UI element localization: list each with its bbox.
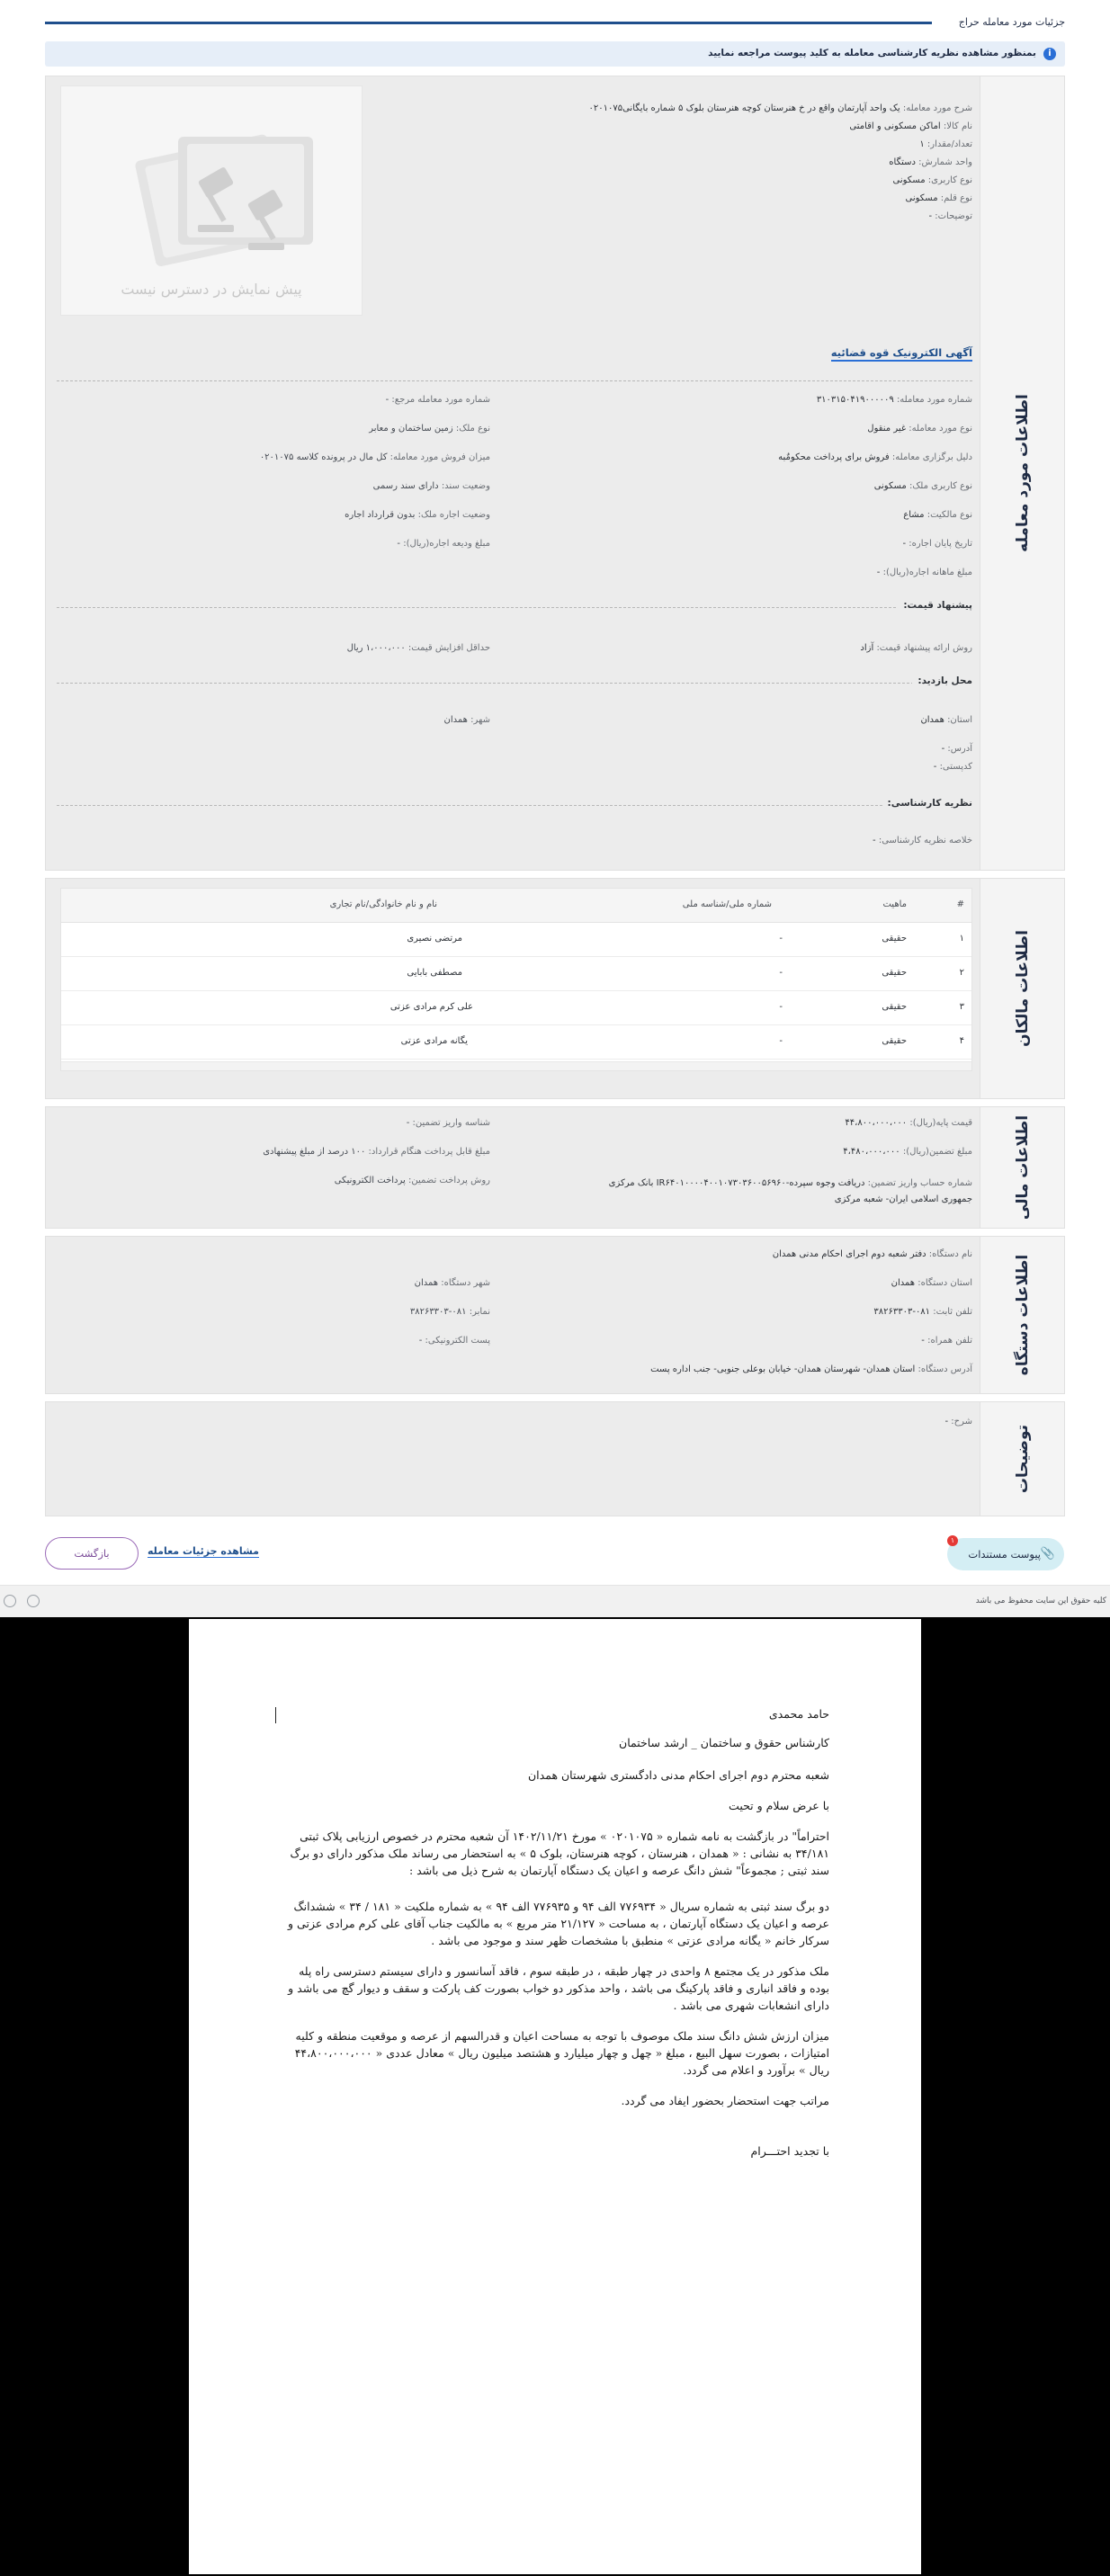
- page-title: جزئیات مورد معامله حراج: [958, 16, 1065, 28]
- summary-item-name: نام کالا: اماکن مسکونی و اقامتی: [849, 121, 972, 131]
- cell-index: ۱: [959, 934, 964, 944]
- attachments-count-badge: ۱: [947, 1535, 958, 1546]
- field-property-kind: نوع ملک: زمین ساختمان و معابر: [369, 424, 490, 434]
- preview-placeholder-text: پیش نمایش در دسترس نیست: [121, 281, 302, 298]
- cell-name: مرتضی نصیری: [407, 934, 462, 944]
- finance-section: [45, 1106, 1065, 1229]
- field-postal-code: کدپستی: -: [933, 762, 972, 772]
- attachments-button-label: پیوست مستندات: [968, 1548, 1041, 1561]
- property-section-label-column: [980, 76, 1064, 870]
- field-min-increase: حداقل افزایش قیمت: ۱،۰۰۰،۰۰۰ ریال: [346, 643, 490, 653]
- gavel-image-icon: [115, 110, 313, 272]
- field-ownership-type: نوع مالکیت: مشاع: [903, 510, 972, 520]
- footer-copyright: کلیه حقوق این سایت محفوظ می باشد: [975, 1597, 1106, 1606]
- table-horizontal-scrollbar[interactable]: [61, 1061, 971, 1070]
- document-page: [189, 1619, 921, 2574]
- field-description: شرح: -: [944, 1417, 972, 1427]
- field-lease-status: وضعیت اجاره ملک: بدون قرارداد اجاره: [345, 510, 490, 520]
- field-guarantee-amount: مبلغ تضمین(ریال): ۴،۴۸۰،۰۰۰،۰۰۰: [843, 1147, 972, 1157]
- cell-national-id: -: [779, 968, 783, 978]
- field-guarantee-method: روش پرداخت تضمین: پرداخت الکترونیکی: [334, 1176, 490, 1185]
- back-button-label: بازگشت: [74, 1547, 110, 1560]
- field-agency-fax: نمابر: ۰۸۱-۳۸۲۶۳۳۰۳: [409, 1307, 490, 1317]
- paperclip-icon: 📎: [1040, 1547, 1055, 1561]
- doc-closing: مراتب جهت استحضار بحضور ایفاد می گردد.: [621, 2094, 829, 2107]
- summary-notes: توضیحات: -: [928, 211, 972, 221]
- field-lease-end-date: تاریخ پایان اجاره: -: [902, 539, 972, 549]
- doc-bullet-1: دو برگ سند ثبتی به شماره سریال « ۷۷۶۹۳۴ الف ۹۴ و ۷۷۶۹۳۵ الف ۹۴ » به شماره ملکیت « ۱۸۱ / ۳۴ » ششدانگ عرصه و اعیان یک دستگاه آپارتمان ، به مساحت « ۲۱/۱۲۷ متر مربع » به مالکیت جناب آقای علی کرم مرادی عزتی و سرکار خانم « یگانه مرادی عزتی » منطبق با مشخصات ظهر سند و موجود می باشد .: [288, 1900, 829, 1947]
- info-icon: i: [1043, 48, 1056, 60]
- field-base-price: قیمت پایه(ریال): ۴۴،۸۰۰،۰۰۰،۰۰۰: [845, 1118, 972, 1128]
- field-payable-at-contract: مبلغ قابل پرداخت هنگام قرارداد: ۱۰۰ درصد از مبلغ پیشنهادی: [263, 1147, 490, 1157]
- notes-content: [53, 1402, 972, 1516]
- field-city: شهر: همدان: [443, 715, 490, 725]
- table-row: [61, 991, 971, 1025]
- notes-section: [45, 1401, 1065, 1516]
- summary-description: شرح مورد معامله: یک واحد آپارتمان واقع در خ هنرستان کوچه هنرستان بلوک ۵ شماره بایگانی۰۲۰۱۰۷۵: [588, 103, 972, 113]
- finance-section-label: اطلاعات مالی: [1013, 1114, 1032, 1221]
- attachments-button[interactable]: [947, 1538, 1064, 1570]
- field-province: استان: همدان: [920, 715, 972, 725]
- field-agency-mobile: تلفن همراه: -: [921, 1336, 972, 1346]
- visit-location-heading: محل بازدید:: [912, 675, 972, 686]
- view-deal-details-link[interactable]: مشاهده جزئیات معامله: [148, 1545, 259, 1557]
- expert-opinion-heading: نظریه کارشناسی:: [882, 798, 972, 809]
- field-agency-email: پست الکترونیکی: -: [418, 1336, 490, 1346]
- doc-greeting: با عرض سلام و تحیت: [729, 1799, 829, 1812]
- field-deal-number: شماره مورد معامله: ۳۱۰۳۱۵۰۴۱۹۰۰۰۰۰۹: [816, 395, 972, 405]
- cell-national-id: -: [779, 1036, 783, 1046]
- doc-paragraph-2: میزان ارزش شش دانگ سند ملک موصوف با توجه به مساحت اعیان و قدرالسهم از عرصه و موقعیت منطقه و کلیه امتیازات ، بصورت سهل البیع ، مبلغ « چهل و چهار میلیارد و هشتصد میلیون ریال » معادل عددی « ۴۴،۸۰۰،۰۰۰،۰۰۰ ریال » برآورد و اعلام می گردد.: [294, 2029, 829, 2077]
- field-agency-city: شهر دستگاه: همدان: [414, 1278, 490, 1288]
- finance-section-label-column: [980, 1107, 1064, 1228]
- page-header: [45, 13, 1065, 31]
- doc-author-title: کارشناس حقوق و ساختمان _ ارشد ساختمان: [619, 1736, 829, 1749]
- field-agency-phone: تلفن ثابت: ۰۸۱-۳۸۲۶۳۳۰۳: [873, 1307, 972, 1317]
- cell-index: ۲: [959, 968, 964, 978]
- field-monthly-rent: مبلغ ماهانه اجاره(ریال): -: [876, 568, 972, 577]
- owners-table: [60, 888, 972, 1071]
- field-expert-summary: خلاصه نظریه کارشناسی: -: [873, 836, 972, 845]
- field-agency-province: استان دستگاه: همدان: [891, 1278, 972, 1288]
- col-national-id-header: شماره ملی/شناسه ملی: [682, 899, 772, 909]
- owners-section: [45, 878, 1065, 1099]
- divider: [57, 607, 972, 608]
- cell-national-id: -: [779, 934, 783, 944]
- cell-type: حقیقی: [882, 1036, 907, 1046]
- finance-content: [53, 1107, 972, 1228]
- col-name-header: نام و نام خانوادگی/نام تجاری: [329, 899, 437, 909]
- property-content: [53, 76, 972, 870]
- owners-content: [53, 879, 972, 1098]
- doc-bullet-2: ملک مذکور در یک مجتمع ۸ واحدی در چهار طبقه ، در طبقه سوم ، فاقد آسانسور و دارای سیستم دسترسی راه پله بوده و فاقد انباری و فاقد پارکینگ می باشد ، واحد مذکور دو خواب بصورت کف پارکت و سقف و دیوار گچ می باشد و دارای انشعابات شهری می باشد .: [288, 1964, 829, 2012]
- cell-type: حقیقی: [882, 1002, 907, 1012]
- document-viewer[interactable]: [0, 1617, 1110, 2576]
- agency-section: [45, 1236, 1065, 1394]
- summary-unit: واحد شمارش: دستگاه: [889, 157, 972, 167]
- cell-index: ۳: [959, 1002, 964, 1012]
- text-cursor: [275, 1707, 276, 1723]
- col-index-header: #: [956, 899, 964, 909]
- doc-regards: با تجدید احتـــرام: [750, 2144, 829, 2158]
- site-footer: [0, 1585, 1110, 1617]
- notes-section-label: توضیحات: [1013, 1424, 1032, 1494]
- field-deposit-id: شناسه واریز تضمین: -: [406, 1118, 490, 1128]
- field-usage: نوع کاربری ملک: مسکونی: [873, 481, 972, 491]
- cell-name: یگانه مرادی عزتی: [400, 1036, 468, 1046]
- owners-section-label-column: [980, 879, 1064, 1098]
- cell-name: علی کرم مرادی عزتی: [389, 1002, 473, 1012]
- info-banner-text: بمنظور مشاهده نظریه کارشناسی معامله به کلید پیوست مراجعه نمایید: [708, 48, 1036, 58]
- summary-usage: نوع کاربری: مسکونی: [892, 175, 972, 185]
- field-offer-method: روش ارائه پیشنهاد قیمت: آزاد: [860, 643, 972, 653]
- field-deed-status: وضعیت سند: دارای سند رسمی: [372, 481, 490, 491]
- doc-paragraph-1: احتراماً" در بازگشت به نامه شماره « ۰۲۰۱۰۷۵ » مورخ ۱۴۰۲/۱۱/۲۱ آن شعبه محترم در خصوص ارزیابی پلاک ثبتی ۳۴/۱۸۱ به نشانی : « همدان ، هنرستان ، کوچه هنرستان، بلوک ۵ » به استحضار می رساند ملک مذکور دارای دو برگ سند ثبتی ; مجموعاً" شش دانگ عرصه و اعیان یک دستگاه آپارتمان به شرح ذیل می باشد :: [290, 1829, 829, 1877]
- divider: [57, 805, 972, 806]
- owners-section-label: اطلاعات مالکان: [1013, 930, 1032, 1047]
- property-section: [45, 76, 1065, 871]
- back-button[interactable]: [45, 1537, 139, 1570]
- footer-emblem-icon: [4, 1595, 16, 1607]
- table-row: [61, 1025, 971, 1060]
- doc-author: حامد محمدی: [768, 1707, 829, 1721]
- header-rule: [45, 22, 932, 24]
- field-deal-type: نوع مورد معامله: غیر منقول: [867, 424, 972, 434]
- agency-section-label: اطلاعات دستگاه: [1013, 1254, 1032, 1376]
- divider: [57, 683, 972, 684]
- cell-type: حقیقی: [882, 968, 907, 978]
- summary-item-type: نوع قلم: مسکونی: [905, 193, 972, 203]
- field-sale-portion: میزان فروش مورد معامله: کل مال در پرونده کلاسه ۰۲۰۱۰۷۵: [259, 452, 490, 462]
- col-type-header: ماهیت: [882, 899, 907, 909]
- table-row: [61, 923, 971, 957]
- notes-section-label-column: [980, 1402, 1064, 1516]
- field-agency-address: آدرس دستگاه: استان همدان- شهرستان همدان- خیابان بوعلی جنوبی- جنب اداره پست: [650, 1364, 972, 1374]
- agency-section-label-column: [980, 1237, 1064, 1393]
- info-banner: [45, 41, 1065, 67]
- field-agency-name: نام دستگاه: دفتر شعبه دوم اجرای احکام مدنی همدان: [772, 1249, 972, 1259]
- cell-name: مصطفی بابایی: [407, 968, 462, 978]
- footer-logo-icon: [27, 1595, 40, 1607]
- property-section-label: اطلاعات مورد معامله: [1013, 394, 1032, 552]
- field-guarantee-account: شماره حساب واریز تضمین: دریافت وجوه سپرده-IR۶۴۰۱۰۰۰۰۴۰۰۱۰۷۳۰۳۶۰۰۵۶۹۶۰ بانک مرکزی جمهوری اسلامی ایران- شعبه مرکزی: [608, 1178, 972, 1204]
- summary-quantity: تعداد/مقدار: ۱: [919, 139, 972, 149]
- offer-heading: پیشنهاد قیمت:: [898, 600, 972, 611]
- divider: [57, 380, 972, 381]
- preview-placeholder: [60, 85, 363, 316]
- electronic-ad-link[interactable]: آگهی الکترونیک قوه قضائیه: [831, 346, 972, 362]
- field-reference-number: شماره مورد معامله مرجع: -: [385, 395, 490, 405]
- field-deal-reason: دلیل برگزاری معامله: فروش برای پرداخت محکومٌبه: [778, 452, 972, 462]
- cell-national-id: -: [779, 1002, 783, 1012]
- agency-content: [53, 1237, 972, 1393]
- cell-index: ۴: [959, 1036, 964, 1046]
- owners-table-header: [61, 889, 971, 923]
- cell-type: حقیقی: [882, 934, 907, 944]
- doc-addressee: شعبه محترم دوم اجرای احکام مدنی دادگستری شهرستان همدان: [528, 1768, 829, 1782]
- field-rent-deposit: مبلغ ودیعه اجاره(ریال): -: [397, 539, 490, 549]
- field-address: آدرس: -: [941, 744, 972, 754]
- table-row: [61, 957, 971, 991]
